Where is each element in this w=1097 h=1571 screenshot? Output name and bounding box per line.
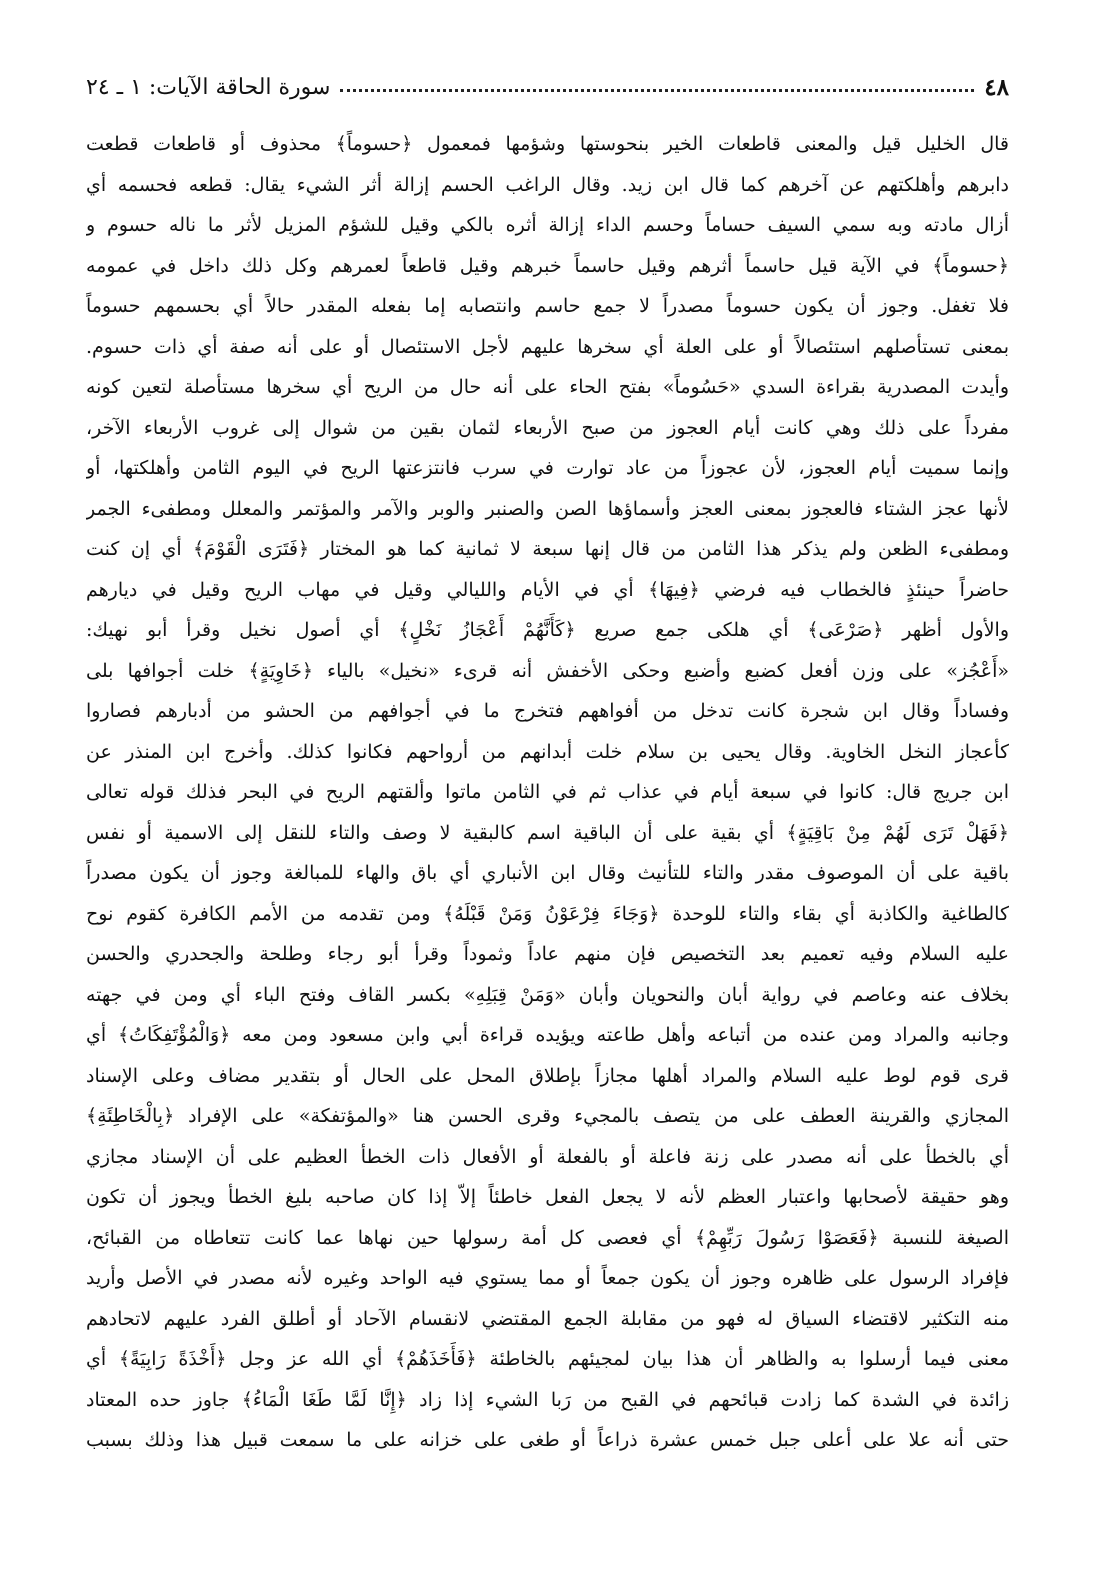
text-line: ﴿حسوماً﴾ في الآية قيل حاسماً أثرهم وقيل حاسماً خبرهم وقيل قاطعاً لعمرهم وكل ذلك داخل في عمومه [86, 254, 1009, 277]
text-line: معنى فيما أرسلوا به والظاهر أن هذا بيان لمجيئهم بالخاطئة ﴿فَأَخَذَهُمْ﴾ أي الله عز وجل ﴿أَخْذَةً رَابِيَةً﴾ أي [86, 1348, 1009, 1370]
text-line: وجانبه والمراد ومن عنده من أتباعه وأهل طاعته ويؤيده قراءة أبي وابن مسعود ومن معه ﴿وَالْمُؤْتَفِكَاتُ﴾ أي [86, 1024, 1009, 1046]
text-line: أي بالخطأ على أنه مصدر على زنة فاعلة أو بالفعلة أو الأفعال ذات الخطأ العظيم على أن الإسناد مجازي [86, 1145, 1009, 1168]
text-line: عليه السلام وفيه تعميم بعد التخصيص فإن منهم عاداً وثموداً وقرأ أبو رجاء وطلحة والجحدري والحسن [86, 943, 1009, 965]
text-line: وفساداً وقال ابن شجرة كانت تدخل من أفواههم فتخرج ما في أجوافهم من الحشو من أدبارهم فصاروا [86, 700, 1009, 722]
text-line: باقية على أن الموصوف مقدر والتاء للتأنيث وقال ابن الأنباري أي باق والهاء للمبالغة وجوز أن يكون مصدراً [86, 862, 1009, 884]
running-title: سورة الحاقة الآيات: ١ ـ ٢٤ [86, 74, 331, 100]
text-line: ﴿فَهَلْ تَرَى لَهُمْ مِنْ بَاقِيَةٍ﴾ أي بقية على أن الباقية اسم كالبقية لا وصف والتاء للنقل إلى الاسمية أو نفس [86, 821, 1009, 844]
text-line: أزال مادته وبه سمي السيف حساماً وحسم الداء إزالة أثره بالكي وقيل للشؤم المزيل لأثر ما ناله حسوم و [86, 214, 1009, 236]
page-header [86, 70, 1009, 104]
text-line: لأنها عجز الشتاء فالعجوز بمعنى العجز وأسماؤها الصن والصنبر والوبر والآمر والمؤتمر والمعلل ومطفىء الجمر [86, 497, 1009, 520]
text-line: قال الخليل قيل والمعنى قاطعات الخير بنحوستها وشؤمها فمعمول ﴿حسوماً﴾ محذوف أو قاطعات قطعت [86, 133, 1009, 155]
text-line: وأيدت المصدرية بقراءة السدي «حَسُوماً» بفتح الحاء على أنه حال من الريح أي سخرها مستأصلة لتعين كونه [86, 376, 1009, 398]
text-line: حاضراً حينئذٍ فالخطاب فيه فرضي ﴿فِيهَا﴾ أي في الأيام والليالي وقيل في مهاب الريح وقيل في ديارهم [86, 578, 1009, 601]
text-line: فلا تغفل. وجوز أن يكون حسوماً مصدراً لا جمع حاسم وانتصابه إما بفعله المقدر حالاً أي بحسمهم حسوماً [86, 295, 1009, 317]
text-line: حتى أنه علا على أعلى جبل خمس عشرة ذراعاً أو طغى على خزانه على ما سمعت قبيل هذا وذلك بسبب [86, 1429, 1009, 1451]
text-line: قرى قوم لوط عليه السلام والمراد أهلها مجازاً بإطلاق المحل على الحال أو بتقدير مضاف وعلى الإسناد [86, 1064, 1009, 1087]
text-body [86, 124, 1009, 1461]
text-line: الصيغة للنسبة ﴿فَعَصَوْا رَسُولَ رَبِّهِمْ﴾ أي فعصى كل أمة رسولها حين نهاها عما كانت تتعاطاه من القبائح، [86, 1226, 1009, 1249]
text-line: المجازي والقرينة العطف على من يتصف بالمجيء وقرى الحسن هنا «والمؤتفكة» على الإفراد ﴿بِالْخَاطِئَةِ﴾ [86, 1105, 1009, 1127]
text-line: بخلاف عنه وعاصم في رواية أبان والنحويان وأبان «وَمَنْ قِبَلِهِ» بكسر القاف وفتح الباء أي ومن في جهته [86, 983, 1009, 1006]
text-line: ابن جريج قال: كانوا في سبعة أيام في عذاب ثم في الثامن ماتوا وألقتهم الريح في البحر فذلك قوله تعالى [86, 781, 1009, 803]
text-line: وإنما سميت أيام العجوز، لأن عجوزاً من عاد توارت في سرب فانتزعتها الريح في اليوم الثامن وأهلكتها، أو [86, 457, 1009, 479]
text-line: منه التكثير لاقتضاء السياق له فهو من مقابلة الجمع المقتضي لانقسام الآحاد أو أطلق الفرد عليهم لاتحادهم [86, 1307, 1009, 1330]
text-line: دابرهم وأهلكتهم عن آخرهم كما قال ابن زيد. وقال الراغب الحسم إزالة أثر الشيء يقال: قطعه فحسمه أي [86, 173, 1009, 196]
text-line: زائدة في الشدة كما زادت قبائحهم في القبح من رَبا الشيء إذا زاد ﴿إِنَّا لَمَّا طَغَا الْمَاءُ﴾ جاوز حده المعتاد [86, 1388, 1009, 1411]
text-line: مفرداً على ذلك وهي كانت أيام العجوز من صبح الأربعاء لثمان بقين من شوال إلى غروب الأربعاء الآخر، [86, 416, 1009, 439]
text-line: والأول أظهر ﴿صَرْعَى﴾ أي هلكى جمع صريع ﴿كَأَنَّهُمْ أَعْجَازُ نَخْلٍ﴾ أي أصول نخيل وقرأ أبو نهيك: [86, 619, 1009, 641]
text-line: كأعجاز النخل الخاوية. وقال يحيى بن سلام خلت أبدانهم من أرواحهم فكانوا كذلك. وأخرج ابن المنذر عن [86, 740, 1009, 763]
page-number: ٤٨ [984, 73, 1009, 101]
text-line: كالطاغية والكاذبة أي بقاء والتاء للوحدة ﴿وَجَاءَ فِرْعَوْنُ وَمَنْ قَبْلَهُ﴾ ومن تقدمه من الأمم الكافرة كقوم نوح [86, 902, 1009, 925]
text-line: بمعنى تستأصلهم استئصالاً أو على العلة أي سخرها عليهم لأجل الاستئصال أو على أنه صفة أي ذات حسوم. [86, 335, 1009, 358]
text-line: «أَعْجُز» على وزن أفعل كضبع وأضبع وحكى الأخفش أنه قرىء «نخيل» بالياء ﴿خَاوِيَةٍ﴾ خلت أجوافها بلى [86, 659, 1009, 682]
text-line: فإفراد الرسول على ظاهره وجوز أن يكون جمعاً أو مما يستوي فيه الواحد وغيره لأنه مصدر في الأصل وأريد [86, 1267, 1009, 1289]
text-line: ومطفىء الظعن ولم يذكر هذا الثامن من قال إنها سبعة لا ثمانية كما هو المختار ﴿فَتَرَى الْقَوْمَ﴾ أي إن كنت [86, 538, 1009, 560]
text-line: وهو حقيقة لأصحابها واعتبار العظم لأنه لا يجعل الفعل خاطئاً إلاّ إذا كان صاحبه بليغ الخطأ ويجوز أن تكون [86, 1186, 1009, 1208]
dotted-leader [340, 87, 974, 92]
